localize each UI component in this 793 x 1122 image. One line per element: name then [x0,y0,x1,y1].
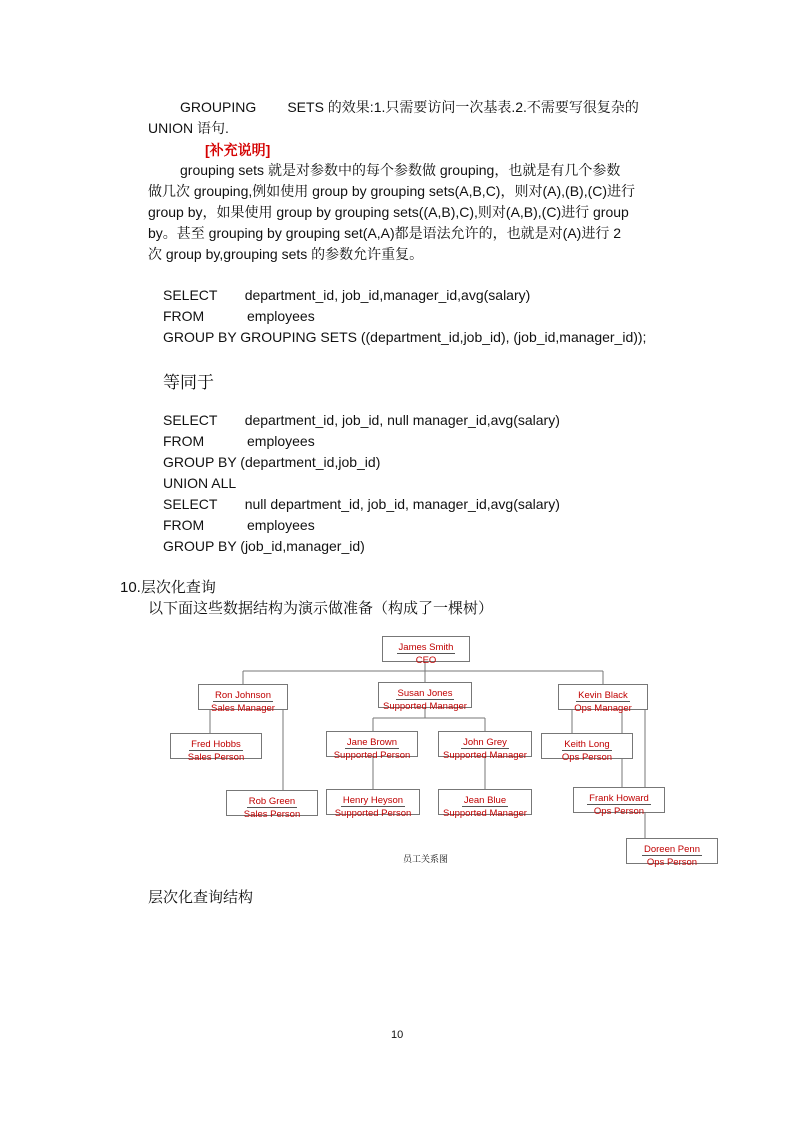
page-number: 10 [391,1029,404,1041]
org-node-james-smith: James Smith CEO [382,636,470,662]
org-node-john-grey: John Grey Supported Manager [438,731,532,757]
equals-label: 等同于 [163,373,214,392]
code2-line-7: GROUP BY (job_id,manager_id) [163,538,365,554]
code2-line-1: SELECT department_id, job_id, null manager_id,avg(salary) [163,412,560,428]
org-chart-caption: 员工关系图 [403,854,449,864]
supplement-line-4: by。甚至 grouping by grouping set(A,A)都是语法允许的，也就是对(A)进行 2 [148,225,622,241]
code2-line-5: SELECT null department_id, job_id, manager_id,avg(salary) [163,496,560,512]
code1-line-3: GROUP BY GROUPING SETS ((department_id,job_id), (job_id,manager_id)); [163,329,647,345]
org-node-doreen-penn: Doreen Penn Ops Person [626,838,718,864]
code2-line-3: GROUP BY (department_id,job_id) [163,454,381,470]
supplement-line-1: grouping sets 就是对参数中的每个参数做 grouping，也就是有几个参数 [180,162,621,178]
org-node-kevin-black: Kevin Black Ops Manager [558,684,648,710]
supplement-line-2: 做几次 grouping,例如使用 group by grouping sets(A,B,C)，则对(A),(B),(C)进行 [148,183,636,199]
code2-line-2: FROM employees [163,433,315,449]
org-node-jane-brown: Jane Brown Supported Person [326,731,418,757]
supplement-line-5: 次 group by,grouping sets 的参数允许重复。 [148,246,424,262]
org-node-susan-jones: Susan Jones Supported Manager [378,682,472,708]
code2-line-6: FROM employees [163,517,315,533]
org-node-henry-heyson: Henry Heyson Supported Person [326,789,420,815]
code1-line-2: FROM employees [163,308,315,324]
org-node-rob-green: Rob Green Sales Person [226,790,318,816]
intro-line-2: UNION 语句. [148,120,229,136]
supplement-line-3: group by，如果使用 group by grouping sets((A,B),C),则对(A,B),(C)进行 group [148,204,629,220]
org-node-fred-hobbs: Fred Hobbs Sales Person [170,733,262,759]
org-node-ron-johnson: Ron Johnson Sales Manager [198,684,288,710]
supplement-label: [补充说明] [205,142,271,158]
org-node-keith-long: Keith Long Ops Person [541,733,633,759]
code2-line-4: UNION ALL [163,475,237,491]
code1-line-1: SELECT department_id, job_id,manager_id,avg(salary) [163,287,531,303]
org-node-frank-howard: Frank Howard Ops Person [573,787,665,813]
intro-line-1: GROUPING SETS 的效果:1.只需要访问一次基表.2.不需要写很复杂的 [180,99,639,115]
org-node-jean-blue: Jean Blue Supported Manager [438,789,532,815]
section-10-heading: 10.层次化查询 [120,579,216,596]
closing-text: 层次化查询结构 [148,889,254,906]
section-10-desc: 以下面这些数据结构为演示做准备（构成了一棵树） [148,600,494,617]
